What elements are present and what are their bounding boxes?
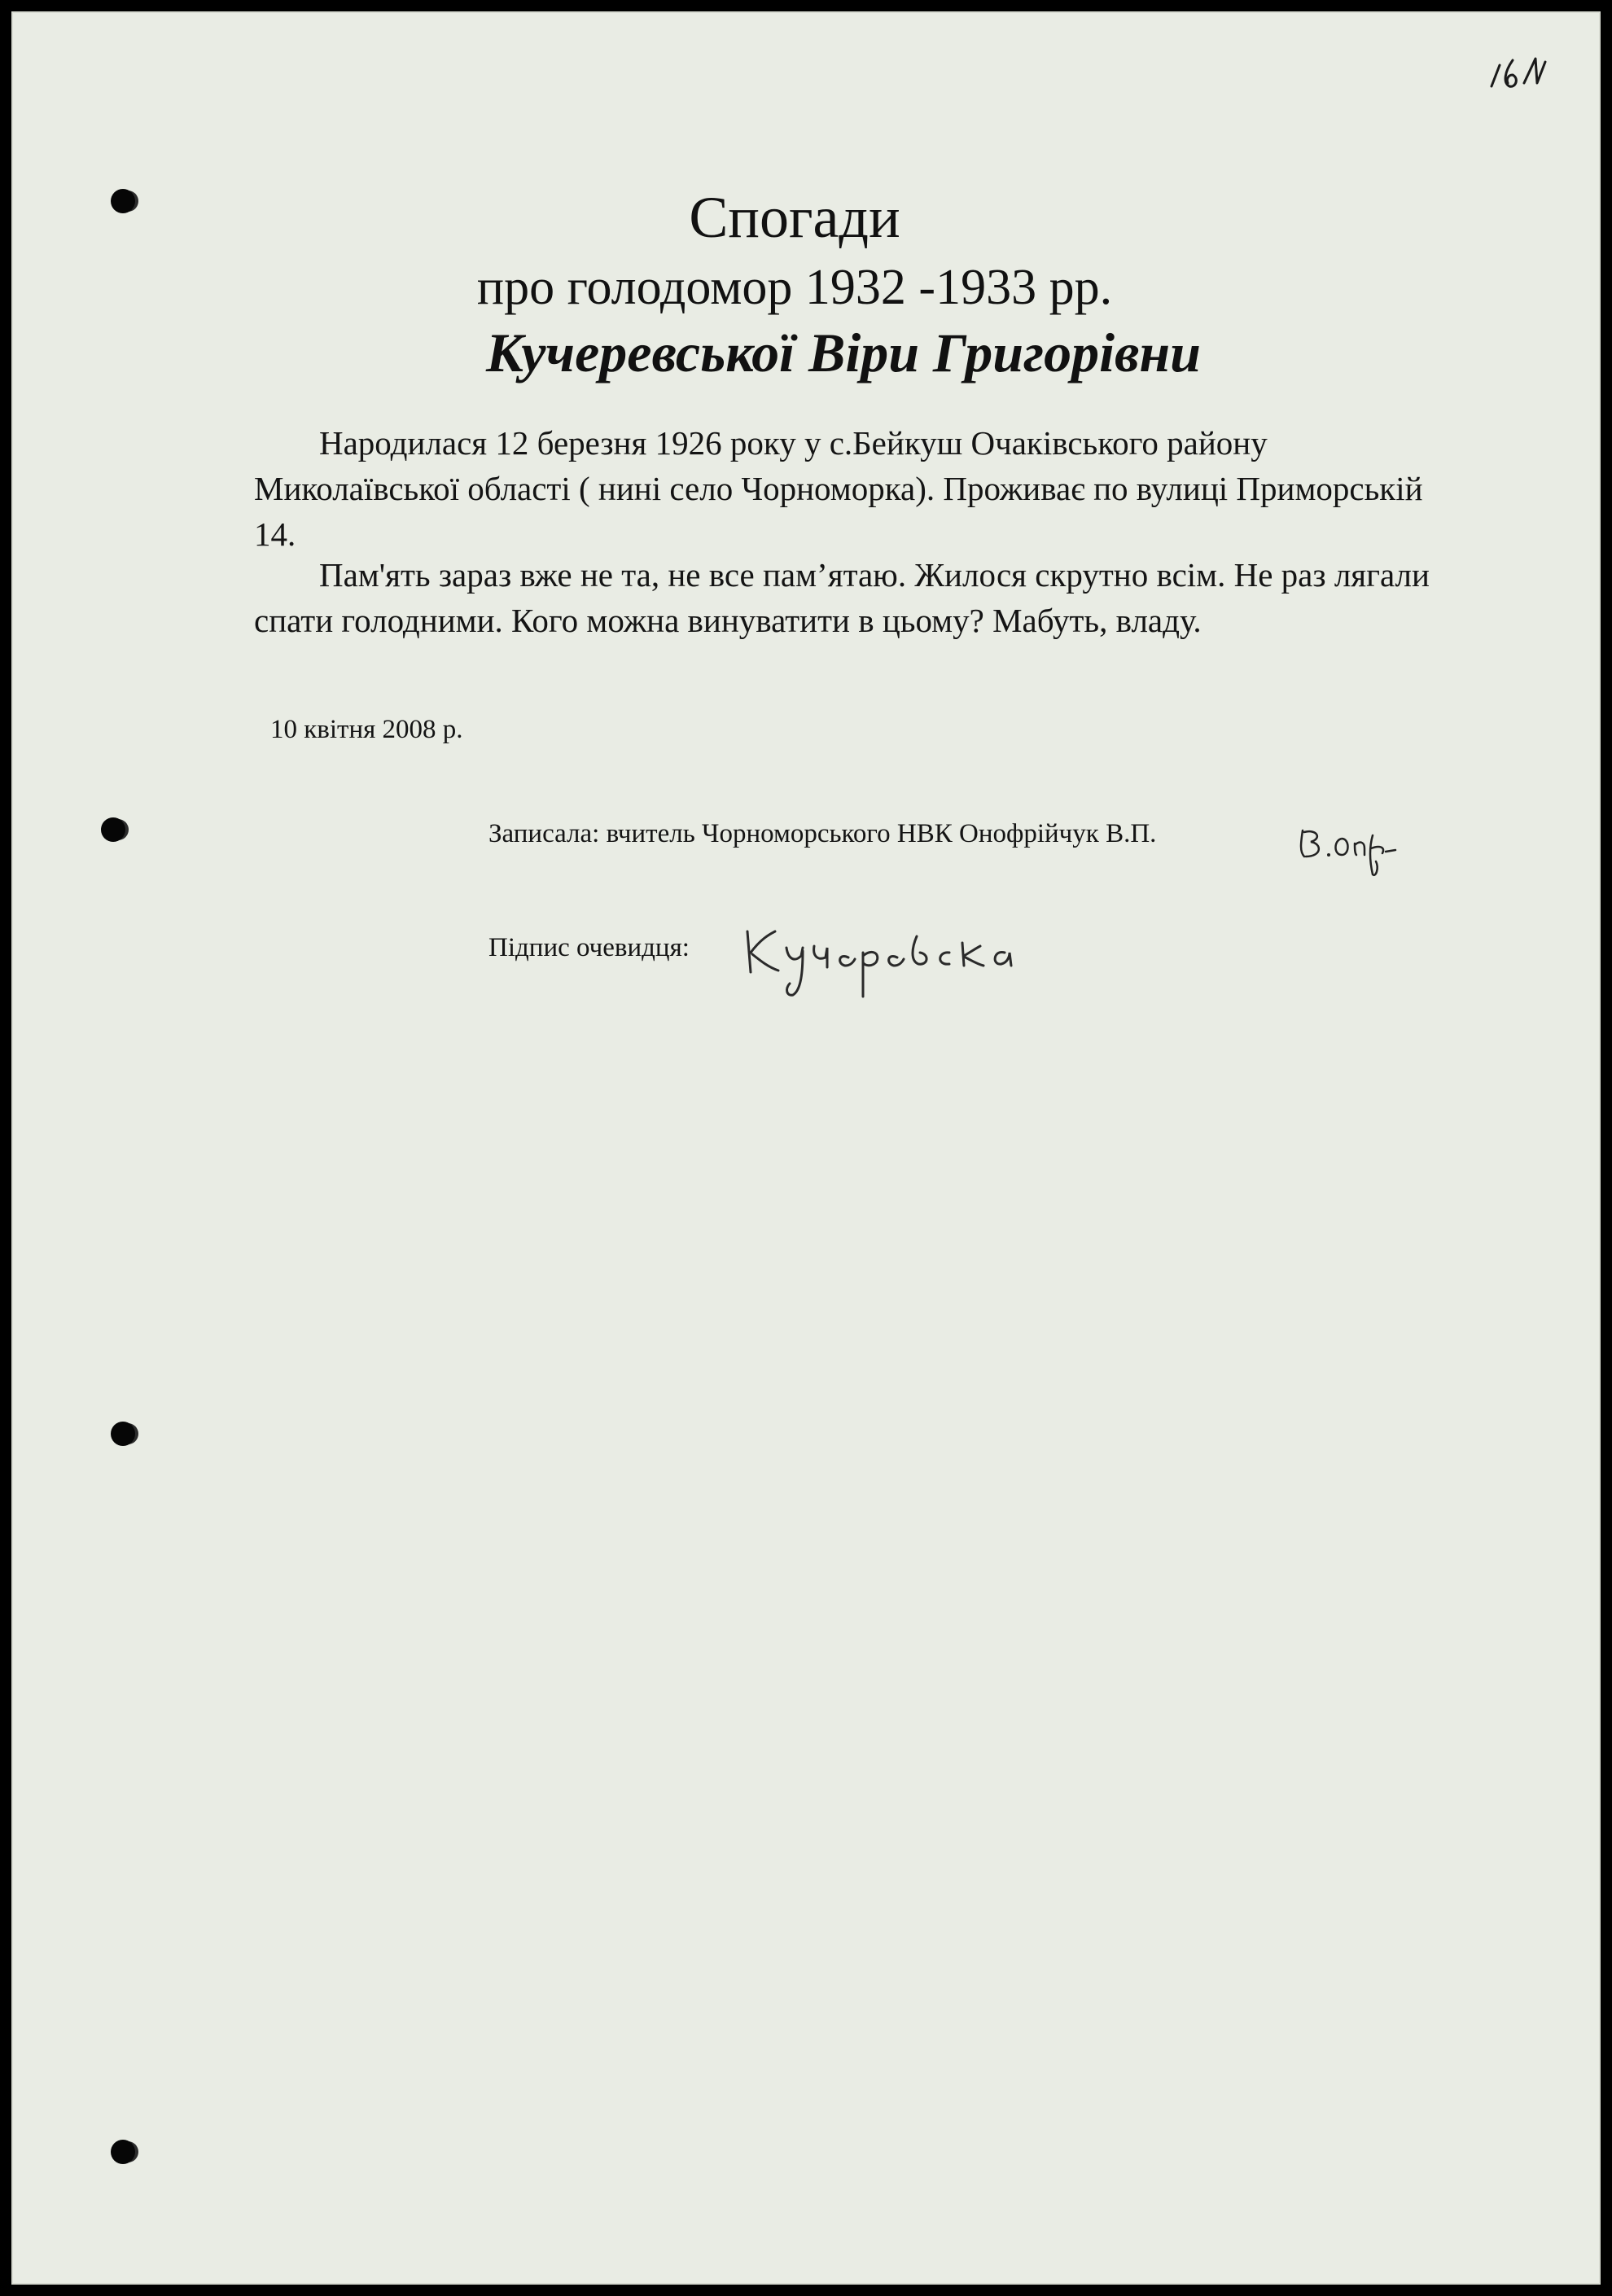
page-number-handwritten <box>1487 50 1560 99</box>
punch-hole-4 <box>111 2140 135 2164</box>
person-name: Кучеревської Віри Григорівни <box>486 322 1201 383</box>
document-page <box>11 11 1601 2285</box>
paragraph-birth <box>254 420 1467 557</box>
paragraph-birth-text: Народилася 12 березня 1926 року у с.Бейкуш Очаківського району Миколаївської області ( нині село Чорноморка). Проживає по вулиці Приморській 14. <box>254 424 1423 553</box>
paragraph-memories <box>254 552 1467 643</box>
document-subtitle: про голодомор 1932 -1933 рр. <box>476 260 1113 315</box>
witness-label: Підпис очевидця: <box>488 933 690 962</box>
recorder-signature <box>1294 814 1408 879</box>
document-date: 10 квітня 2008 р. <box>270 715 463 744</box>
paragraph-memories-text: Пам'ять зараз вже не та, не все пам’ятаю. Жилося скрутно всім. Не раз лягали спати голодними. Кого можна винуватити в цьому? Мабуть, владу. <box>254 556 1430 639</box>
recorded-by: Записала: вчитель Чорноморського НВК Онофрійчук В.П. <box>488 819 1157 848</box>
document-title: Спогади <box>689 185 900 250</box>
punch-hole-3 <box>111 1422 135 1446</box>
witness-signature <box>736 915 1102 1005</box>
punch-hole-2 <box>101 817 125 842</box>
